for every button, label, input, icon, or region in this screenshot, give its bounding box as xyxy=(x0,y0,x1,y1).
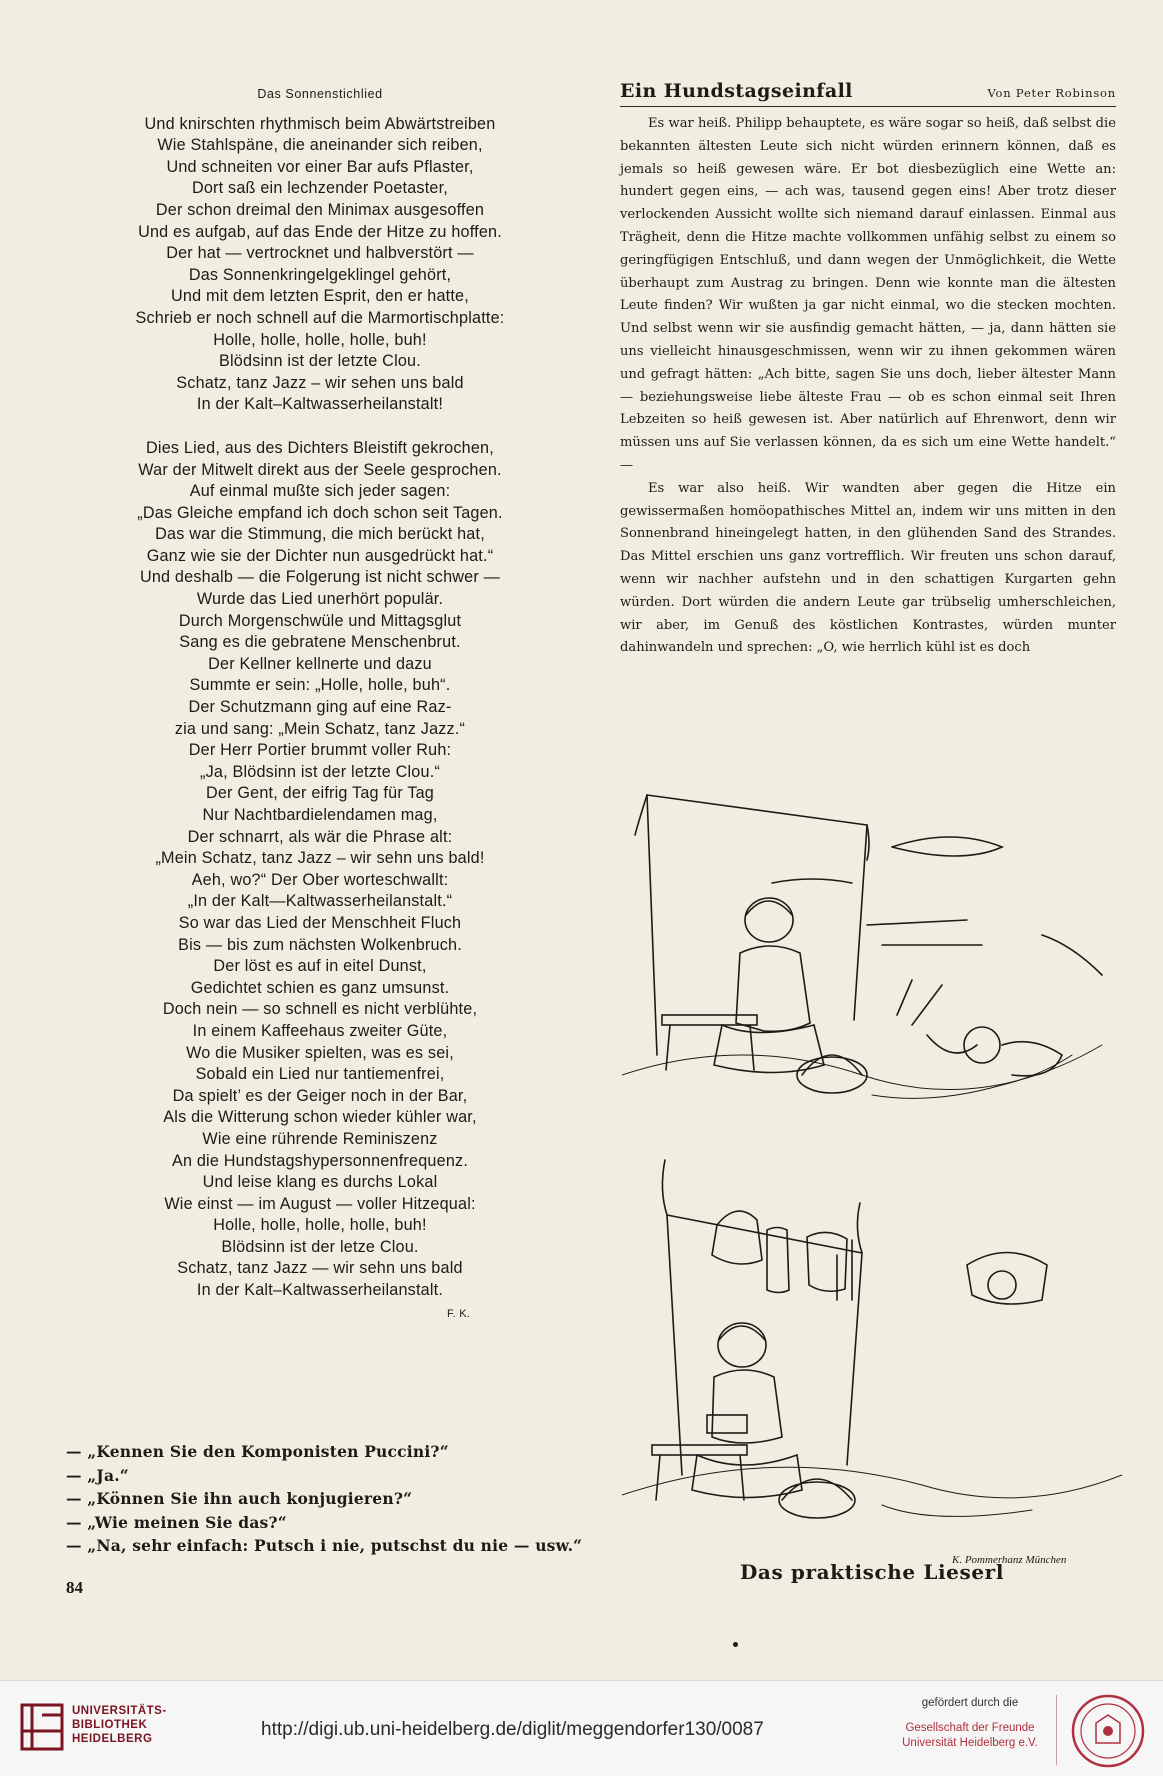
verse-line: Der Herr Portier brummt voller Ruh: xyxy=(188,741,452,760)
verse-line: Durch Morgenschwüle und Mittagsglut xyxy=(178,611,462,630)
story-paragraph: Es war also heiß. Wir wandten aber gegen die Hitze ein gewissermaßen homöopathisches Mittel an, indem wir uns mitten in den Sonnenbrand hineingelegt hatten, in den glühenden Sand des Strandes. Das Mittel erschien uns ganz vortrefflich. Wir freuten uns schon darauf, wenn wir nachher aufstehn und in den schattigen Kurgarten gehn würden. Dort würden die andern Leute gar trübselig umherschleichen, wir aber, im Genuß des köstlichen Kontrastes, würden munter dahinwandeln und sprechen: „O, wie herrlich kühl ist es doch xyxy=(620,480,1116,656)
verse-line: „Das Gleiche empfand ich doch schon seit Tagen. xyxy=(137,503,503,522)
verse-line: Wie einst — im August — voller Hitzequal: xyxy=(164,1194,476,1213)
song-signature: F. K. xyxy=(446,1307,470,1320)
verse-line: Auf einmal mußte sich jeder sagen: xyxy=(189,482,451,501)
story-column xyxy=(620,80,1116,660)
verse-line: So war das Lied der Menschheit Fluch xyxy=(178,913,462,932)
dialog-line: — „Na, sehr einfach: Putsch i nie, putschst du nie — usw.“ xyxy=(66,1536,583,1555)
verse-line: An die Hundstagshypersonnenfrequenz. xyxy=(171,1151,469,1170)
dialog-line: — „Wie meinen Sie das?“ xyxy=(66,1512,287,1532)
print-mark xyxy=(733,1642,738,1647)
verse-line: Doch nein — so schnell es nicht verblühte, xyxy=(162,1000,478,1019)
verse-line: „In der Kalt—Kaltwasserheilanstalt.“ xyxy=(187,892,453,911)
verse-line: „Mein Schatz, tanz Jazz – wir sehn uns bald! xyxy=(155,849,485,868)
verse-line: Der Gent, der eifrig Tag für Tag xyxy=(205,784,435,803)
story-author: Von Peter Robinson xyxy=(987,86,1116,100)
verse-line: Holle, holle, holle, holle, buh! xyxy=(213,330,427,349)
verse-line: Da spielt’ es der Geiger noch in der Bar, xyxy=(172,1086,468,1105)
song-column xyxy=(100,84,540,1325)
dialog-line: — „Kennen Sie den Komponisten Puccini?“ xyxy=(66,1442,449,1461)
sponsor-by-label: gefördert durch die xyxy=(921,1697,1019,1709)
verse-line: Schatz, tanz Jazz – wir sehen uns bald xyxy=(176,373,464,392)
story-title: Ein Hundstagseinfall xyxy=(620,80,853,102)
verse-line: Und leise klang es durchs Lokal xyxy=(202,1173,438,1192)
verse-line: Blödsinn ist der letze Clou. xyxy=(221,1237,419,1256)
library-name: UNIVERSITÄTS- BIBLIOTHEK HEIDELBERG xyxy=(72,1705,167,1745)
verse-line: Der hat — vertrocknet und halbverstört — xyxy=(166,244,474,263)
verse-line: Der Schutzmann ging auf eine Raz- xyxy=(188,698,452,717)
verse-line: Wie eine rührende Reminiszenz xyxy=(202,1129,438,1148)
cartoon-illustration xyxy=(622,785,1122,1595)
joke-dialog xyxy=(66,1440,586,1558)
story-text xyxy=(620,113,1116,660)
footer-divider xyxy=(1056,1695,1057,1765)
verse-line: Gedichtet schien es ganz umsunst. xyxy=(190,978,450,997)
verse-line: Nur Nachtbardielendamen mag, xyxy=(202,806,438,824)
verse-line: Der Kellner kellnerte und dazu xyxy=(208,654,432,673)
verse-line: Ganz wie sie der Dichter nun ausgedrückt hat.“ xyxy=(146,546,494,565)
verse-line: Schrieb er noch schnell auf die Marmortischplatte: xyxy=(135,308,505,327)
verse-line: In der Kalt–Kaltwasserheilanstalt. xyxy=(196,1281,444,1300)
sponsor-block xyxy=(880,1697,1060,1751)
verse-line: In einem Kaffeehaus zweiter Güte, xyxy=(192,1021,448,1040)
verse-line: Sobald ein Lied nur tantiemenfrei, xyxy=(195,1065,445,1084)
permalink-url[interactable]: http://digi.ub.uni-heidelberg.de/diglit/meggendorfer130/0087 xyxy=(261,1719,764,1740)
ub-heidelberg-logo-icon xyxy=(18,1701,66,1753)
verse-line: Aeh, wo?“ Der Ober worteschwallt: xyxy=(191,870,449,889)
verse-line: „Ja, Blödsinn ist der letzte Clou.“ xyxy=(199,762,441,781)
verse-line: zia und sang: „Mein Schatz, tanz Jazz.“ xyxy=(174,719,466,738)
song-stanza-2 xyxy=(100,438,540,1302)
verse-line: Dies Lied, aus des Dichters Bleistift gekrochen, xyxy=(146,438,494,457)
verse-line: Wo die Musiker spielten, was es sei, xyxy=(186,1043,454,1062)
digitization-footer xyxy=(0,1680,1163,1776)
verse-line: Und schneiten vor einer Bar aufs Pflaster, xyxy=(166,157,474,176)
verse-line: Summte er sein: „Holle, holle, buh“. xyxy=(189,676,451,695)
verse-line: Dort saß ein lechzender Poetaster, xyxy=(191,179,449,198)
verse-line: Schatz, tanz Jazz — wir sehn uns bald xyxy=(177,1259,463,1278)
song-title: Das Sonnenstichlied xyxy=(257,87,383,101)
verse-line: Und es aufgab, auf das Ende der Hitze zu hoffen. xyxy=(138,222,502,241)
page-number: 84 xyxy=(66,1578,83,1597)
verse-line: Und knirschten rhythmisch beim Abwärtstreiben xyxy=(144,114,496,133)
verse-line: Und mit dem letzten Esprit, den er hatte, xyxy=(171,287,469,306)
verse-line: War der Mitwelt direkt aus der Seele gesprochen. xyxy=(138,460,502,479)
sponsor-org-line-2: Universität Heidelberg e.V. xyxy=(902,1737,1038,1749)
university-seal-icon xyxy=(1070,1693,1146,1769)
verse-line: Das Sonnenkringelgeklingel gehört, xyxy=(188,265,452,284)
verse-line: Der schnarrt, als wär die Phrase alt: xyxy=(187,827,453,846)
verse-line: Das war die Stimmung, die mich berückt hat, xyxy=(155,525,485,544)
verse-line: Als die Witterung schon wieder kühler war, xyxy=(163,1108,477,1127)
illustration-caption: Das praktische Lieserl xyxy=(739,1560,1005,1584)
verse-line: Bis — bis zum nächsten Wolkenbruch. xyxy=(178,935,462,954)
verse-line: Wie Stahlspäne, die aneinander sich reiben, xyxy=(157,136,483,155)
illustration-signature: K. Pommerhanz München xyxy=(952,1554,1067,1566)
verse-line: Wurde das Lied unerhört populär. xyxy=(196,590,444,609)
verse-line: Der schon dreimal den Minimax ausgesoffen xyxy=(155,200,485,219)
story-paragraph: Es war heiß. Philipp behauptete, es wäre sogar so heiß, daß selbst die bekannten ältesten Leute sich nicht würden erinnern können, daß es jemals so heiß gewesen wäre. Er bot diesbezüglich eine Wette an: hundert gegen eins, — ach was, tausend gegen eins! Aber trotz dieser verlockenden Aussicht wollte sich niemand darauf einlassen. Einmal aus Trägheit, denn die Hitze machte vollkommen unfähig selbst zu einem so geringfügigen Entschluß, und dann wegen der Unmöglichkeit, die Wette überhaupt zum Austrag zu bringen. Denn wie konnte man die ältesten Leute finden? Wir wußten ja gar nicht einmal, wo die stecken mochten. Und selbst wenn wir sie ausfindig gemacht hätten, — ja, dann hätten sie uns vielleicht hinausgeschmissen, wenn wir zu ihnen gekommen wären und gefragt hätten: „Ach bitte, sagen Sie uns doch, lieber ältester Mann — beziehungsweise liebe älteste Frau — ob es schon einmal seit Ihren Lebzeiten so heiß gewesen ist. Aber natürlich auf Ehrenwort, denn wir müssen uns auf Sie verlassen können, da es sich um eine Wette handelt.“ — xyxy=(620,116,1116,473)
song-stanza-1 xyxy=(100,114,540,416)
verse-line: Blödsinn ist der letzte Clou. xyxy=(219,352,421,371)
story-header xyxy=(620,80,1116,107)
verse-line: Und deshalb — die Folgerung ist nicht schwer — xyxy=(139,568,501,587)
sponsor-org-line-1: Gesellschaft der Freunde xyxy=(905,1722,1035,1734)
dialog-line: — „Können Sie ihn auch konjugieren?“ xyxy=(66,1489,413,1508)
verse-line: In der Kalt–Kaltwasserheilanstalt! xyxy=(196,395,444,414)
verse-line: Sang es die gebratene Menschenbrut. xyxy=(179,633,461,652)
verse-line: Holle, holle, holle, holle, buh! xyxy=(213,1216,427,1235)
verse-line: Der löst es auf in eitel Dunst, xyxy=(213,957,427,976)
dialog-line: — „Ja.“ xyxy=(66,1465,129,1485)
